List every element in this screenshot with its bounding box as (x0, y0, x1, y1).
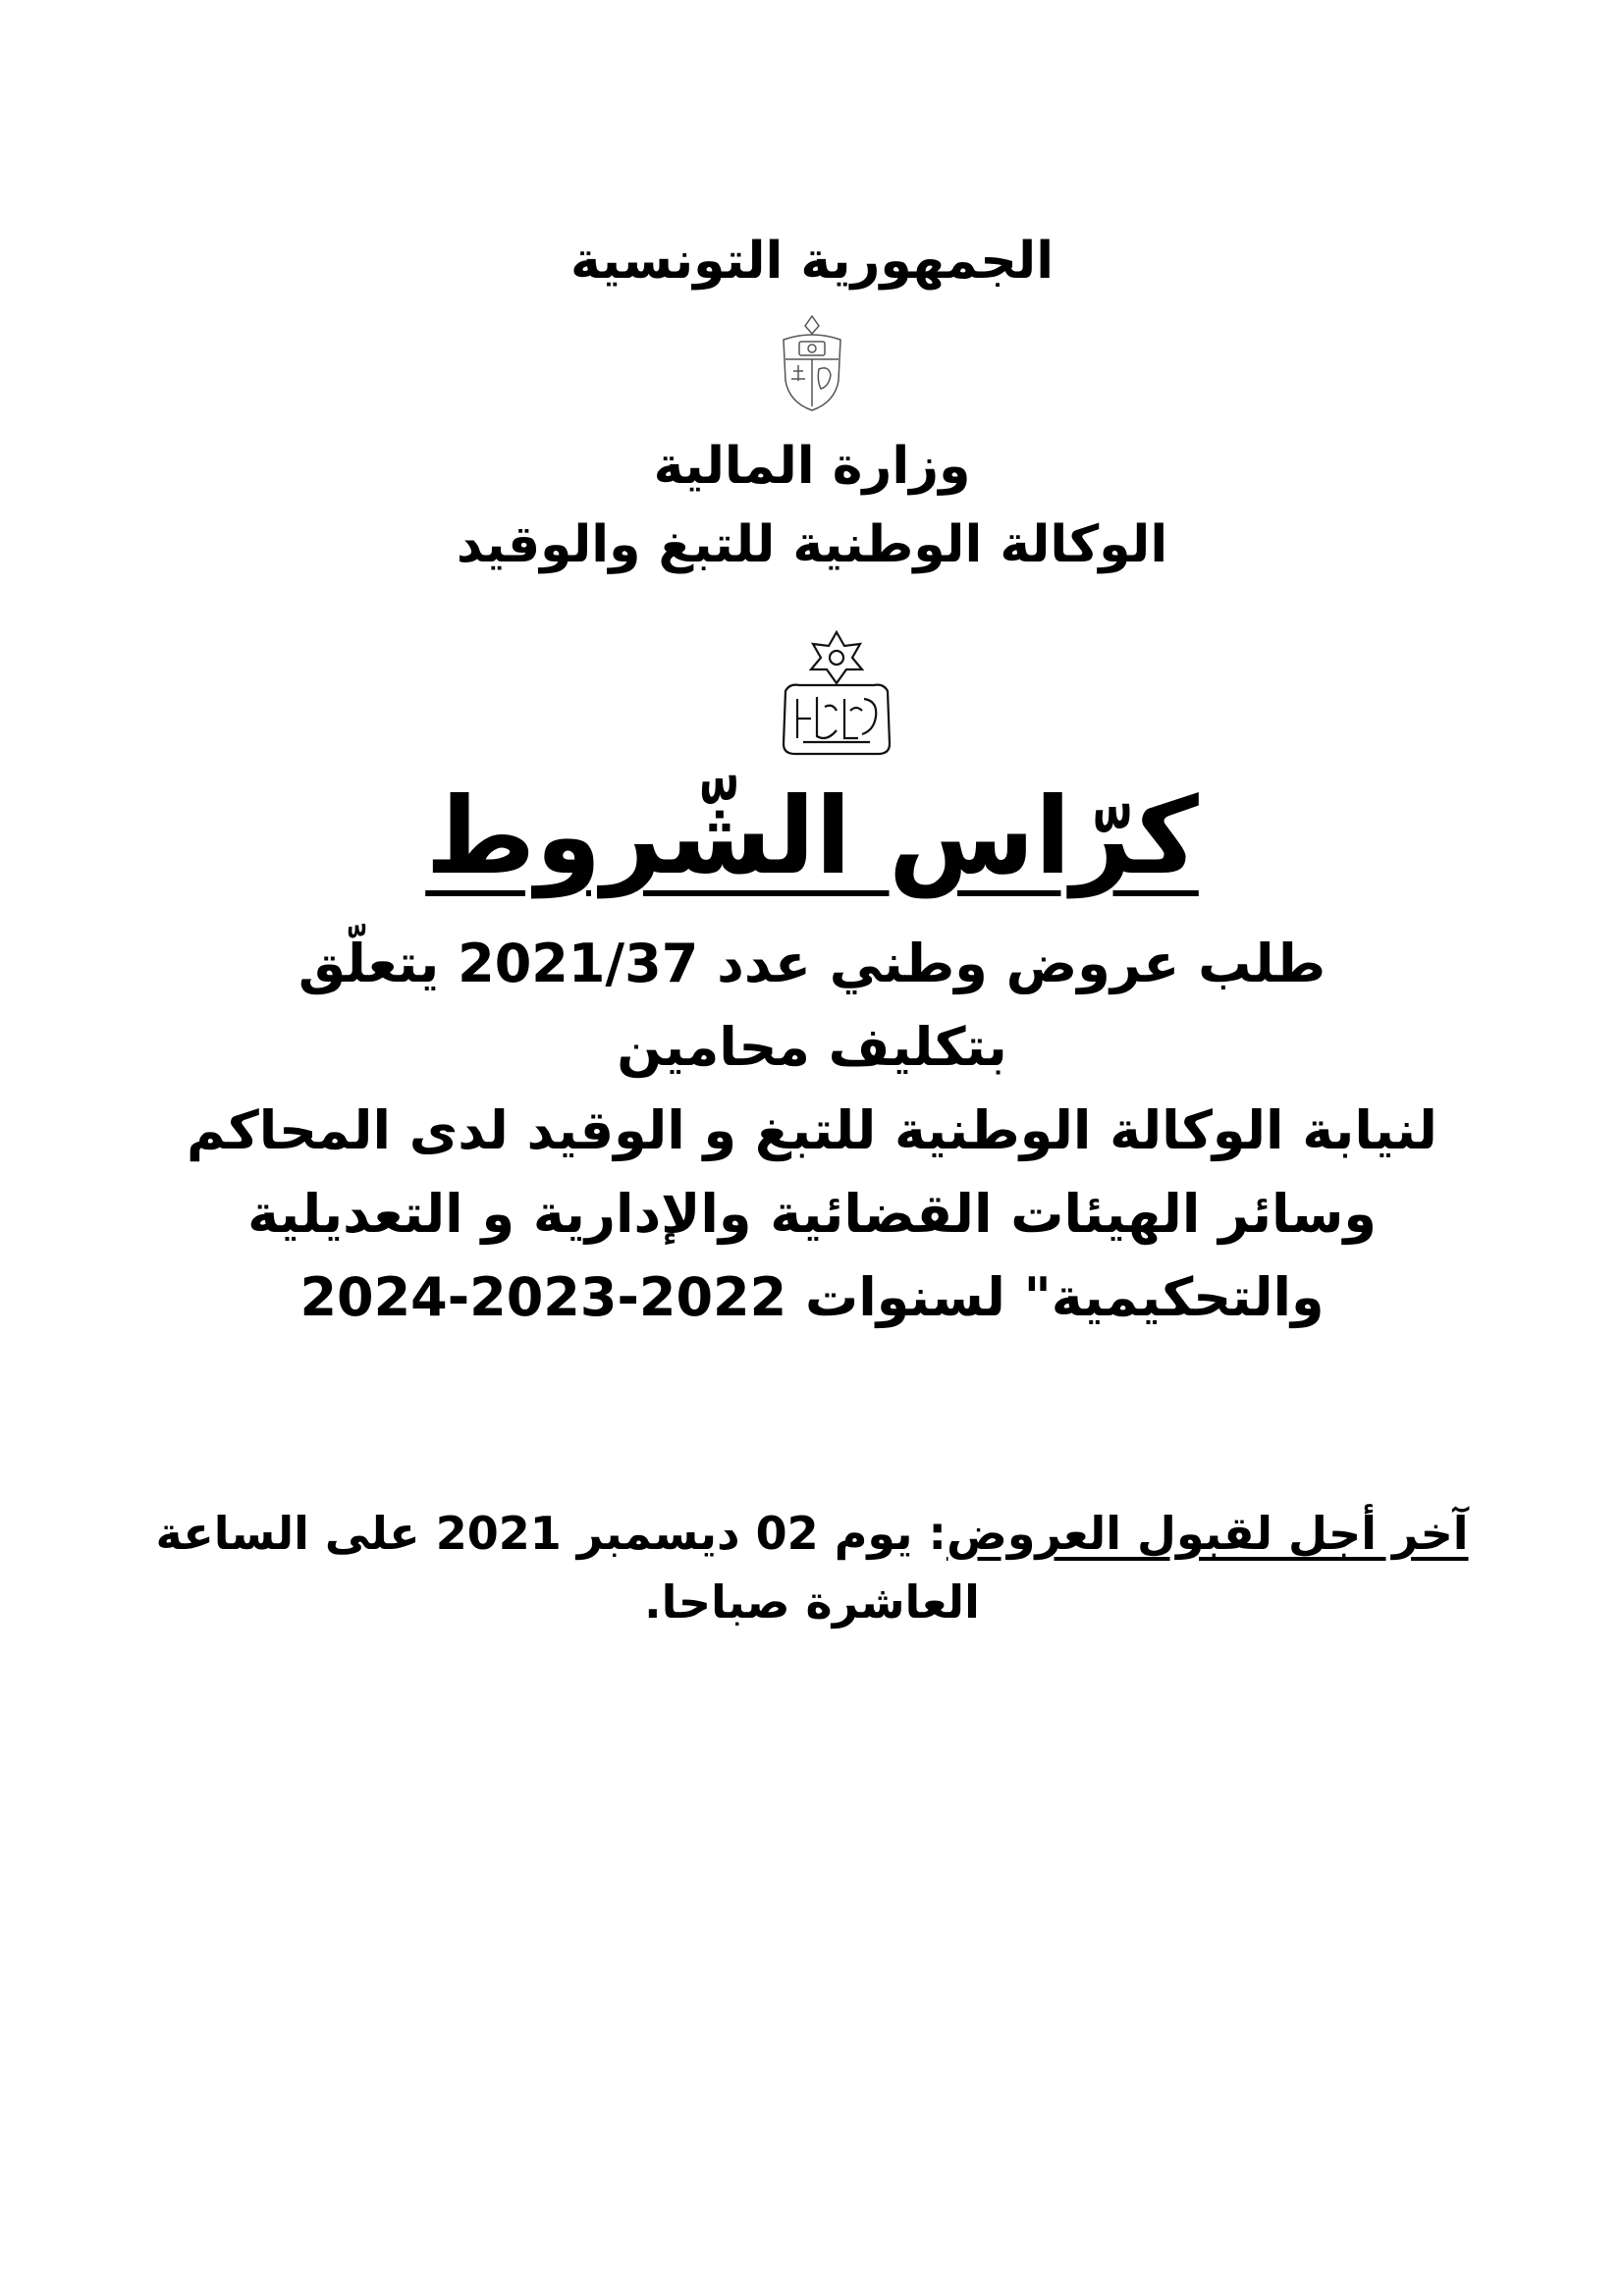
deadline-label: آخر أجل لقبول العروض (946, 1507, 1469, 1560)
subject-line-3: لنيابة الوكالة الوطنية للتبغ و الوقيد لدى المحاكم (187, 1099, 1437, 1161)
deadline-line-2: العاشرة صباحا. (644, 1575, 980, 1629)
rgi-arabesque-logo-icon (768, 628, 905, 766)
country-name: الجمهورية التونسية (569, 232, 1055, 291)
agency-name: الوكالة الوطنية للتبغ والوقيد (456, 515, 1168, 574)
document-title: كرّاس الشّروط (425, 775, 1199, 898)
subject-line-5: والتحكيمية" لسنوات 2022-2023-2024 (299, 1266, 1325, 1328)
subject-line-2: بتكليف محامين (617, 1016, 1007, 1078)
deadline-line-1 (0, 1507, 1624, 1560)
tunisia-coat-of-arms-icon (778, 312, 846, 412)
subject-line-4: وسائر الهيئات القضائية والإدارية و التعديلية (247, 1183, 1377, 1245)
ministry-name: وزارة المالية (653, 437, 971, 496)
deadline-value: : يوم 02 ديسمبر 2021 على الساعة (155, 1507, 947, 1560)
subject-line-1: طلب عروض وطني عدد 2021/37 يتعلّق (298, 933, 1326, 994)
